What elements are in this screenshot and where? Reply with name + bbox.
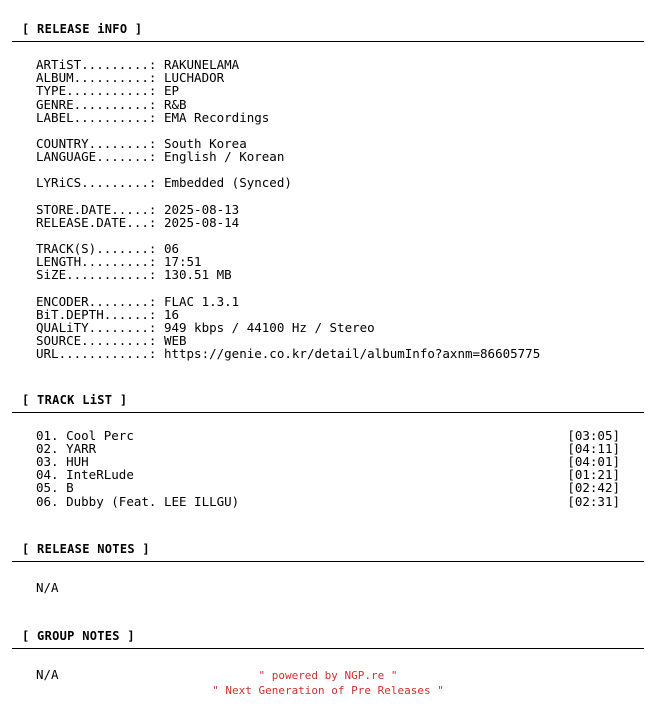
info-label: LANGUAGE.......:: [36, 149, 157, 165]
track-title: InteRLude: [66, 467, 134, 483]
info-value: RAKUNELAMA: [163, 57, 240, 72]
info-row: [36, 176, 644, 189]
info-label: GENRE..........:: [36, 96, 157, 112]
info-row: [36, 268, 644, 281]
footer: [0, 668, 656, 698]
info-value: 16: [163, 306, 180, 322]
release-info-body: [12, 42, 644, 375]
track-duration: [02:42]: [567, 480, 620, 496]
info-label: SOURCE.........:: [36, 333, 157, 349]
track-title: Cool Perc: [66, 427, 134, 443]
info-value: 17:51: [163, 254, 202, 270]
track-list-header: [ TRACK LiST ]: [22, 392, 128, 407]
footer-powered-by: " powered by NGP.re ": [258, 669, 398, 682]
info-label: ALBUM..........:: [36, 70, 157, 86]
info-value: 06: [163, 241, 180, 257]
info-value: 130.51 MB: [163, 267, 232, 283]
track-row: [36, 495, 644, 508]
section-release-info: [12, 22, 644, 375]
info-value: EMA Recordings: [163, 109, 270, 125]
info-label: TYPE...........:: [36, 83, 157, 99]
track-title: YARR: [66, 440, 97, 456]
info-label: BiT.DEPTH......:: [36, 306, 157, 322]
info-label: SiZE...........:: [36, 267, 157, 283]
info-label: RELEASE.DATE...:: [36, 214, 157, 230]
info-label: TRACK(S).......:: [36, 241, 157, 257]
info-value: LUCHADOR: [163, 70, 225, 86]
info-value: 949 kbps / 44100 Hz / Stereo: [163, 320, 375, 336]
info-label: LYRiCS.........:: [36, 175, 157, 191]
track-number: 06.: [36, 493, 59, 509]
track-number: 02.: [36, 440, 59, 456]
info-value: South Korea: [163, 136, 247, 152]
track-number: 05.: [36, 480, 59, 496]
info-row: [36, 216, 644, 229]
section-track-list: [12, 393, 644, 524]
info-row: [36, 150, 644, 163]
info-row: [36, 111, 644, 124]
info-label: LABEL..........:: [36, 109, 157, 125]
release-info-header: [ RELEASE iNFO ]: [22, 22, 143, 36]
release-notes-header: [ RELEASE NOTES ]: [22, 541, 150, 556]
track-list-body: [12, 413, 644, 524]
track-duration: [01:21]: [567, 467, 620, 483]
info-label: LENGTH.........:: [36, 254, 157, 270]
info-label: ENCODER........:: [36, 293, 157, 309]
track-number: 03.: [36, 454, 59, 470]
info-label: URL............:: [36, 346, 157, 362]
track-row: [36, 429, 644, 442]
footer-tagline: " Next Generation of Pre Releases ": [212, 684, 444, 697]
info-row-url: [36, 347, 644, 360]
info-value: R&B: [163, 96, 187, 112]
track-duration: [04:11]: [567, 440, 620, 456]
info-label: STORE.DATE.....:: [36, 201, 157, 217]
info-value: EP: [163, 83, 180, 99]
track-row: [36, 442, 644, 455]
track-duration: [04:01]: [567, 454, 620, 470]
track-number: 01.: [36, 427, 59, 443]
release-notes-body: N/A: [36, 579, 59, 595]
info-label: COUNTRY........:: [36, 136, 157, 152]
track-title: Dubby (Feat. LEE ILLGU): [66, 493, 240, 509]
track-title: HUH: [66, 454, 89, 470]
info-value: WEB: [163, 333, 187, 349]
info-label: ARTiST.........:: [36, 57, 157, 72]
info-value: FLAC 1.3.1: [163, 293, 240, 309]
group-notes-header: [ GROUP NOTES ]: [22, 628, 135, 643]
info-value: Embedded (Synced): [163, 175, 292, 191]
track-title: B: [66, 480, 74, 496]
track-number: 04.: [36, 467, 59, 483]
info-value: 2025-08-14: [163, 214, 240, 230]
info-label: QUALiTY........:: [36, 320, 157, 336]
release-url[interactable]: https://genie.co.kr/detail/albumInfo?axnm=86605775: [163, 346, 541, 362]
group-notes-body: N/A: [36, 666, 59, 682]
section-release-notes: [12, 542, 644, 611]
info-value: 2025-08-13: [163, 201, 240, 217]
info-value: English / Korean: [163, 149, 285, 165]
track-duration: [02:31]: [567, 493, 620, 509]
track-duration: [03:05]: [567, 427, 620, 443]
track-row: [36, 468, 644, 481]
